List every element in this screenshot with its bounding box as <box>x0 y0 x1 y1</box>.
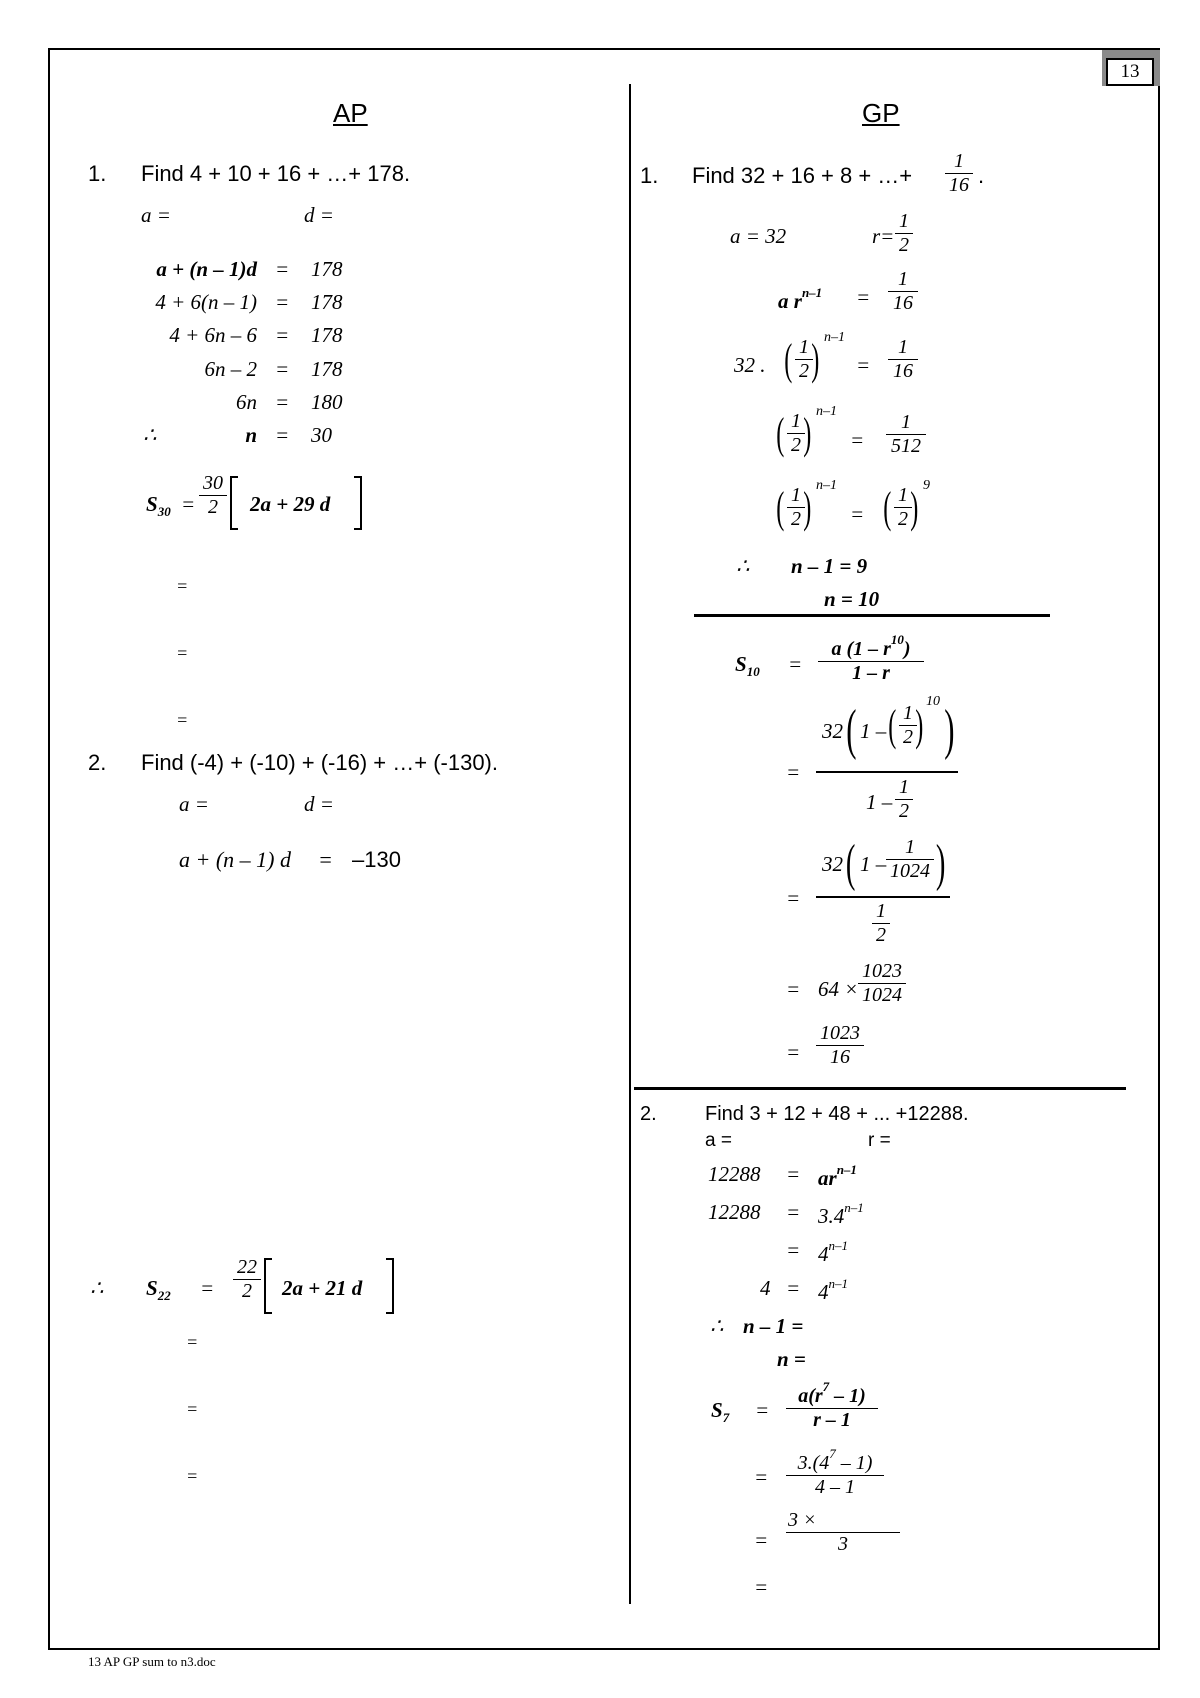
gp-q1-s10-fraction: a $(1 - r^{10})$ 1 – r <box>818 632 924 685</box>
ap-q1-blank-eq-3: = <box>176 710 189 730</box>
gp-q2-a-label: a = <box>705 1130 732 1151</box>
ap-q2-sum-label: $S_{22}$ <box>146 1276 171 1303</box>
ap-q1-step6-lhs: n <box>245 423 257 447</box>
gp-q1-ar-lhs: a $r^{n-1}$ <box>778 285 823 313</box>
gp-q2-l4-rhs: 4$^{n-1}$ <box>818 1276 848 1304</box>
gp-q1-r-fraction: 1 2 <box>895 210 913 257</box>
gp-q1-l2-exp: n–1 <box>824 330 845 345</box>
gp-q1-s2-inner-lparen: ( <box>888 701 897 750</box>
gp-q1-s2-den-half: 1 2 <box>895 776 913 823</box>
ap-q1-sum-frac-num: 30 <box>203 472 223 494</box>
ap-q1-step3-eq: = <box>275 323 290 347</box>
ap-q2-blank-eq-1: = <box>186 1332 199 1352</box>
gp-q1-s3-bar <box>816 896 950 898</box>
gp-q2-l2-rhs: 3.4$^{n-1}$ <box>818 1200 864 1228</box>
ap-q1-step5-lhs: 6n <box>236 390 257 414</box>
gp-q1-number: 1. <box>640 163 659 188</box>
gp-q2-step2-eq: = <box>754 1528 769 1552</box>
gp-q1-s5-eq: = <box>786 1040 801 1064</box>
ap-q1-step6-rhs: 30 <box>311 423 332 447</box>
ap-q1-step4-rhs: 178 <box>311 357 343 381</box>
gp-q2-l4-eq: = <box>786 1276 801 1300</box>
gp-q1-s3-eq: = <box>786 886 801 910</box>
gp-q2-step1-eq: = <box>754 1465 769 1489</box>
gp-q1-s10-label: $S_{10}$ <box>735 652 760 679</box>
ap-q2-step-lhs: a + (n – 1) d <box>179 847 291 872</box>
ap-q2-step-eq: = <box>318 847 333 872</box>
gp-q1-s2-inner-rparen: ) <box>915 701 924 750</box>
ap-q1-number: 1. <box>88 161 107 186</box>
gp-q1-l3-eq: = <box>850 428 865 452</box>
gp-q2-l1-lhs: 12288 <box>708 1162 761 1186</box>
gp-q1-divider <box>694 614 1050 617</box>
page-number: 13 <box>1106 58 1154 86</box>
ap-q1-bracket-body: 2a + 29 d <box>250 492 331 516</box>
gp-q1-l2-lparen: ( <box>784 335 793 384</box>
gp-q1-l3-rparen: ) <box>803 409 812 458</box>
gp-q-separator <box>634 1087 1126 1090</box>
gp-q2-s7-fraction: $a(r^7 - 1)$ r – 1 <box>786 1379 878 1432</box>
gp-q2-step2-fraction: 3 × 3 <box>786 1509 900 1556</box>
gp-q2-s7-eq: = <box>755 1398 770 1422</box>
ap-q2-number: 2. <box>88 750 107 775</box>
ap-q2-step-rhs: –130 <box>352 847 401 872</box>
gp-q1-s3-den-half: 1 2 <box>872 900 890 947</box>
gp-q1-s2-one-minus: 1 – <box>860 719 887 743</box>
ap-q1-a-label: a = <box>141 203 171 227</box>
gp-q1-l2-rparen: ) <box>811 335 820 384</box>
gp-q1-text-end: . <box>978 163 985 188</box>
ap-q1-therefore: ∴ <box>143 423 157 447</box>
gp-q1-s2-den-one-minus: 1 – <box>866 790 893 814</box>
ap-q2-a-label: a = <box>179 792 209 816</box>
gp-q1-ar-eq: = <box>856 285 871 309</box>
gp-q1-l4-half: 1 2 <box>787 484 805 531</box>
gp-q1-ar-rhs: 1 16 <box>888 268 918 315</box>
gp-q1-s4-eq: = <box>786 977 801 1001</box>
gp-q1-s3-inner-frac: 1 1024 <box>886 836 934 883</box>
gp-q1-s3-lparen: ( <box>845 835 856 892</box>
gp-q2-n-minus-1: n – 1 = <box>743 1314 804 1338</box>
gp-q1-a-eq: a = 32 <box>730 224 787 248</box>
ap-q1-step1-lhs: a + (n – 1)d <box>156 257 257 281</box>
gp-q1-l2-rhs: 1 16 <box>888 336 918 383</box>
ap-q1-step3-lhs: 4 + 6n – 6 <box>169 323 257 347</box>
gp-q1-32dot: 32 . <box>734 353 766 377</box>
gp-q1-l4-rhs-lparen: ( <box>883 483 892 532</box>
gp-q2-l3-rhs: 4$^{n-1}$ <box>818 1238 848 1266</box>
gp-q1-s4-frac: 1023 1024 <box>858 960 906 1007</box>
gp-q2-r-label: r = <box>868 1130 891 1151</box>
gp-q1-s2-half: 1 2 <box>899 702 917 749</box>
gp-q1-l4-rhs-half: 1 2 <box>894 484 912 531</box>
ap-q1-step2-eq: = <box>275 290 290 314</box>
gp-q1-text-fraction: 1 16 <box>945 150 973 197</box>
gp-q2-therefore: ∴ <box>710 1314 724 1338</box>
gp-q1-therefore: ∴ <box>736 554 750 578</box>
gp-q1-n-eq: n = 10 <box>824 587 880 611</box>
gp-header: GP <box>862 98 900 128</box>
ap-q1-step4-eq: = <box>275 357 290 381</box>
ap-q2-bracket-body: 2a + 21 d <box>282 1276 363 1300</box>
gp-q1-s2-bar <box>816 771 958 773</box>
gp-q1-s5-frac: 1023 16 <box>816 1022 864 1069</box>
gp-q2-l2-lhs: 12288 <box>708 1200 761 1224</box>
gp-q2-number: 2. <box>640 1103 657 1125</box>
gp-q1-s10-eq: = <box>788 652 803 676</box>
ap-q1-blank-eq-2: = <box>176 643 189 663</box>
ap-q1-d-label: d = <box>304 203 334 227</box>
ap-q1-left-bracket <box>230 476 238 530</box>
gp-q1-l4-lparen: ( <box>776 483 785 532</box>
gp-q1-l3-exp: n–1 <box>816 404 837 419</box>
gp-q2-l4-lhs: 4 <box>760 1276 771 1300</box>
ap-q1-step2-rhs: 178 <box>311 290 343 314</box>
gp-q2-step1-fraction: $3.(4^7 - 1)$ 4 – 1 <box>786 1446 884 1499</box>
ap-q1-text: Find 4 + 10 + 16 + …+ 178. <box>141 161 411 186</box>
ap-q2-d-label: d = <box>304 792 334 816</box>
gp-q1-s2-rparen: ) <box>944 699 955 761</box>
ap-q2-text: Find (-4) + (-10) + (-16) + …+ (-130). <box>141 750 498 775</box>
ap-q1-sum-label: $S_{30}$ <box>146 492 171 519</box>
gp-q2-l1-rhs: $ar^{n-1}$ <box>818 1162 857 1190</box>
ap-q1-sum-fraction <box>199 472 227 519</box>
ap-q2-blank-eq-3: = <box>186 1466 199 1486</box>
gp-q1-text: Find 32 + 16 + 8 + …+ <box>692 163 913 188</box>
gp-q2-l3-eq: = <box>786 1238 801 1262</box>
gp-q2-final-eq: = <box>754 1575 769 1599</box>
ap-q2-left-bracket <box>264 1258 272 1314</box>
ap-q2-sum-frac-num: 22 <box>237 1256 257 1278</box>
ap-q1-blank-eq-1: = <box>176 576 189 596</box>
gp-q1-l3-rhs: 1 512 <box>886 411 926 458</box>
footer-filename: 13 AP GP sum to n3.doc <box>88 1654 216 1669</box>
ap-q1-step2-lhs: 4 + 6(n – 1) <box>155 290 257 314</box>
gp-q1-l4-rparen: ) <box>803 483 812 532</box>
gp-q2-l2-eq: = <box>786 1200 801 1224</box>
ap-q1-right-bracket <box>354 476 362 530</box>
gp-q1-s4-64: 64 × <box>818 977 859 1001</box>
gp-q1-s2-exp: 10 <box>926 694 940 709</box>
gp-q1-l4-exp: n–1 <box>816 478 837 493</box>
ap-q1-sum-frac-den: 2 <box>208 496 218 518</box>
gp-q1-l2-eq: = <box>856 353 871 377</box>
gp-q1-r-eq: r= <box>872 224 895 248</box>
gp-q2-text: Find 3 + 12 + 48 + ... +12288. <box>705 1103 969 1125</box>
gp-q1-s3-one-minus: 1 – <box>860 852 887 876</box>
gp-q1-s2-eq: = <box>786 760 801 784</box>
ap-q1-step1-rhs: 178 <box>311 257 343 281</box>
ap-q1-step6-eq: = <box>275 423 290 447</box>
ap-q1-step1-eq: = <box>275 257 290 281</box>
ap-q2-therefore: ∴ <box>90 1276 104 1300</box>
gp-q1-s2-lparen: ( <box>846 699 857 761</box>
gp-q1-l4-eq: = <box>850 502 865 526</box>
gp-q1-l2-half: 1 2 <box>795 336 813 383</box>
ap-q1-step5-rhs: 180 <box>311 390 343 414</box>
ap-header: AP <box>333 98 368 128</box>
ap-q1-sum-eq: = <box>181 492 196 516</box>
gp-q1-l4-rhs-exp: 9 <box>923 478 930 493</box>
ap-q2-sum-fraction <box>233 1256 261 1303</box>
ap-q1-step3-rhs: 178 <box>311 323 343 347</box>
ap-q2-blank-eq-2: = <box>186 1399 199 1419</box>
ap-q2-sum-eq: = <box>200 1276 215 1300</box>
ap-q2-right-bracket <box>386 1258 394 1314</box>
gp-q1-s3-rparen: ) <box>935 835 946 892</box>
gp-q1-l3-half: 1 2 <box>787 410 805 457</box>
gp-q1-s2-32: 32 <box>822 719 843 743</box>
ap-q2-sum-frac-den: 2 <box>242 1280 252 1302</box>
gp-q1-l4-rhs-rparen: ) <box>910 483 919 532</box>
ap-q1-step4-lhs: 6n – 2 <box>204 357 257 381</box>
gp-q2-n-eq: n = <box>777 1347 806 1371</box>
gp-q1-l3-lparen: ( <box>776 409 785 458</box>
ap-q1-step5-eq: = <box>275 390 290 414</box>
column-divider <box>629 84 631 1604</box>
gp-q1-n-minus-1: n – 1 = 9 <box>791 554 868 578</box>
gp-q2-s7-label: $S_7$ <box>711 1398 730 1425</box>
gp-q2-l1-eq: = <box>786 1162 801 1186</box>
gp-q1-s3-32: 32 <box>822 852 843 876</box>
